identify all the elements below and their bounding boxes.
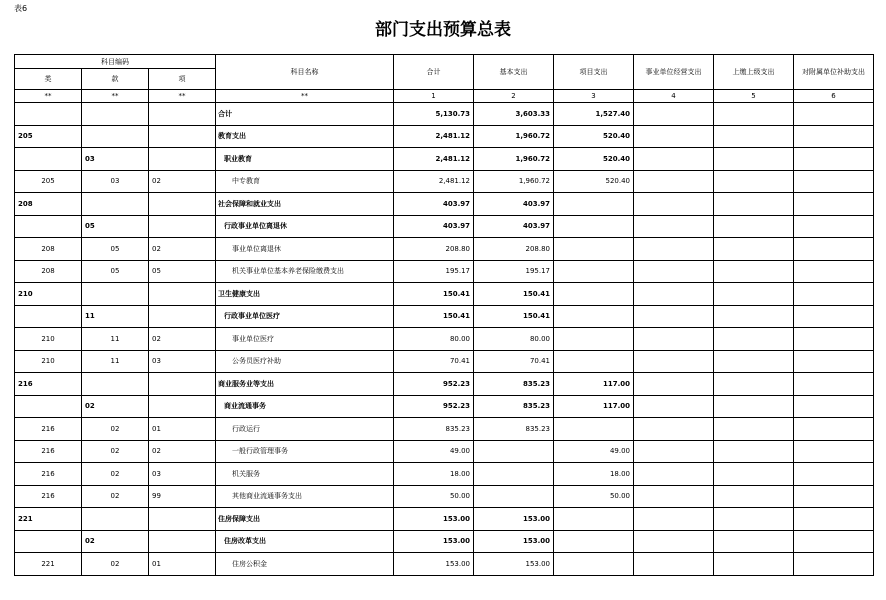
cell-name: 职业教育	[216, 148, 394, 171]
cell-name: 机关服务	[216, 463, 394, 486]
cell-basic: 150.41	[474, 305, 554, 328]
table-row	[15, 485, 874, 508]
upper-header: 上缴上级支出	[714, 55, 794, 90]
table-row	[15, 215, 874, 238]
cell-name: 商业流通事务	[216, 395, 394, 418]
cell-xiang: 02	[149, 440, 216, 463]
cell-basic: 403.97	[474, 215, 554, 238]
cell-basic: 1,960.72	[474, 125, 554, 148]
cell-name: 商业服务业等支出	[216, 373, 394, 396]
cell-kuan	[82, 373, 149, 396]
cell-lei: 205	[15, 125, 82, 148]
cell-total: 153.00	[394, 508, 474, 531]
cell-basic: 208.80	[474, 238, 554, 261]
cell-project: 50.00	[554, 485, 634, 508]
table-row	[15, 350, 874, 373]
cell-total: 50.00	[394, 485, 474, 508]
cell-total: 150.41	[394, 283, 474, 306]
cell-enterprise	[634, 463, 714, 486]
cell-total: 70.41	[394, 350, 474, 373]
cell-subsidy	[794, 305, 874, 328]
cell-basic: 153.00	[474, 508, 554, 531]
mark-c5: 5	[714, 90, 794, 103]
cell-lei: 210	[15, 350, 82, 373]
cell-total: 835.23	[394, 418, 474, 441]
cell-project	[554, 193, 634, 216]
cell-xiang: 03	[149, 463, 216, 486]
cell-xiang: 01	[149, 418, 216, 441]
cell-basic: 70.41	[474, 350, 554, 373]
cell-kuan: 05	[82, 238, 149, 261]
cell-subsidy	[794, 125, 874, 148]
cell-enterprise	[634, 148, 714, 171]
cell-total: 2,481.12	[394, 125, 474, 148]
table-row	[15, 103, 874, 126]
cell-enterprise	[634, 508, 714, 531]
cell-subsidy	[794, 485, 874, 508]
cell-xiang	[149, 193, 216, 216]
cell-basic	[474, 463, 554, 486]
cell-xiang	[149, 283, 216, 306]
cell-xiang	[149, 125, 216, 148]
cell-upper	[714, 418, 794, 441]
cell-lei: 221	[15, 553, 82, 576]
cell-subsidy	[794, 260, 874, 283]
cell-upper	[714, 215, 794, 238]
mark-kuan: **	[82, 90, 149, 103]
cell-total: 49.00	[394, 440, 474, 463]
cell-subsidy	[794, 170, 874, 193]
cell-upper	[714, 350, 794, 373]
cell-name: 教育支出	[216, 125, 394, 148]
cell-kuan: 11	[82, 350, 149, 373]
cell-project: 49.00	[554, 440, 634, 463]
cell-name: 机关事业单位基本养老保险缴费支出	[216, 260, 394, 283]
cell-total: 208.80	[394, 238, 474, 261]
cell-enterprise	[634, 260, 714, 283]
table-row	[15, 148, 874, 171]
cell-basic	[474, 440, 554, 463]
cell-kuan: 02	[82, 553, 149, 576]
cell-name: 住房保障支出	[216, 508, 394, 531]
cell-enterprise	[634, 125, 714, 148]
cell-upper	[714, 395, 794, 418]
cell-total: 952.23	[394, 373, 474, 396]
cell-subsidy	[794, 530, 874, 553]
cell-enterprise	[634, 440, 714, 463]
cell-xiang	[149, 508, 216, 531]
mark-xiang: **	[149, 90, 216, 103]
cell-upper	[714, 103, 794, 126]
cell-xiang: 03	[149, 350, 216, 373]
cell-basic: 153.00	[474, 530, 554, 553]
cell-kuan: 03	[82, 148, 149, 171]
cell-subsidy	[794, 418, 874, 441]
cell-enterprise	[634, 395, 714, 418]
cell-xiang: 05	[149, 260, 216, 283]
cell-lei	[15, 305, 82, 328]
cell-xiang: 02	[149, 170, 216, 193]
cell-upper	[714, 260, 794, 283]
cell-lei: 208	[15, 193, 82, 216]
table-row	[15, 418, 874, 441]
cell-basic: 153.00	[474, 553, 554, 576]
cell-upper	[714, 440, 794, 463]
code-group-header: 科目编码	[15, 55, 216, 69]
cell-lei: 210	[15, 283, 82, 306]
cell-enterprise	[634, 328, 714, 351]
cell-name: 事业单位离退休	[216, 238, 394, 261]
cell-lei: 216	[15, 373, 82, 396]
basic-header: 基本支出	[474, 55, 554, 90]
cell-project	[554, 328, 634, 351]
cell-project: 520.40	[554, 148, 634, 171]
cell-upper	[714, 328, 794, 351]
cell-total: 195.17	[394, 260, 474, 283]
cell-basic: 195.17	[474, 260, 554, 283]
table-row	[15, 305, 874, 328]
cell-total: 80.00	[394, 328, 474, 351]
cell-project	[554, 305, 634, 328]
cell-lei: 205	[15, 170, 82, 193]
cell-name: 卫生健康支出	[216, 283, 394, 306]
cell-name: 合计	[216, 103, 394, 126]
cell-kuan: 02	[82, 395, 149, 418]
cell-subsidy	[794, 440, 874, 463]
cell-kuan: 05	[82, 260, 149, 283]
cell-subsidy	[794, 373, 874, 396]
cell-kuan	[82, 125, 149, 148]
cell-lei: 208	[15, 238, 82, 261]
cell-subsidy	[794, 350, 874, 373]
cell-project	[554, 418, 634, 441]
cell-basic: 835.23	[474, 418, 554, 441]
cell-upper	[714, 553, 794, 576]
cell-lei: 210	[15, 328, 82, 351]
cell-name: 其他商业流通事务支出	[216, 485, 394, 508]
cell-basic: 835.23	[474, 395, 554, 418]
cell-lei	[15, 103, 82, 126]
cell-enterprise	[634, 485, 714, 508]
header-row-1	[15, 55, 874, 69]
page-title: 部门支出预算总表	[375, 20, 511, 40]
cell-name: 住房公积金	[216, 553, 394, 576]
cell-enterprise	[634, 305, 714, 328]
cell-upper	[714, 485, 794, 508]
xiang-header: 项	[149, 69, 216, 90]
cell-name: 行政事业单位医疗	[216, 305, 394, 328]
cell-kuan: 02	[82, 463, 149, 486]
cell-upper	[714, 305, 794, 328]
cell-basic: 3,603.33	[474, 103, 554, 126]
cell-kuan	[82, 283, 149, 306]
cell-subsidy	[794, 395, 874, 418]
cell-subsidy	[794, 193, 874, 216]
cell-project	[554, 530, 634, 553]
cell-project: 18.00	[554, 463, 634, 486]
cell-basic: 835.23	[474, 373, 554, 396]
cell-upper	[714, 125, 794, 148]
cell-enterprise	[634, 238, 714, 261]
cell-lei	[15, 215, 82, 238]
enterprise-header: 事业单位经营支出	[634, 55, 714, 90]
subsidy-header: 对附属单位补助支出	[794, 55, 874, 90]
cell-xiang	[149, 103, 216, 126]
cell-enterprise	[634, 530, 714, 553]
cell-xiang: 01	[149, 553, 216, 576]
cell-total: 2,481.12	[394, 170, 474, 193]
table-row	[15, 260, 874, 283]
total-header: 合计	[394, 55, 474, 90]
cell-enterprise	[634, 418, 714, 441]
cell-total: 952.23	[394, 395, 474, 418]
table-row	[15, 530, 874, 553]
cell-xiang	[149, 530, 216, 553]
cell-kuan: 11	[82, 305, 149, 328]
cell-xiang	[149, 305, 216, 328]
cell-basic: 80.00	[474, 328, 554, 351]
cell-kuan: 03	[82, 170, 149, 193]
header-row-3	[15, 90, 874, 103]
cell-name: 行政事业单位离退休	[216, 215, 394, 238]
cell-total: 5,130.73	[394, 103, 474, 126]
cell-name: 中专教育	[216, 170, 394, 193]
cell-project	[554, 215, 634, 238]
cell-kuan: 02	[82, 485, 149, 508]
cell-kuan: 02	[82, 418, 149, 441]
cell-name: 公务员医疗补助	[216, 350, 394, 373]
cell-xiang	[149, 148, 216, 171]
cell-subsidy	[794, 148, 874, 171]
cell-xiang	[149, 373, 216, 396]
cell-subsidy	[794, 103, 874, 126]
cell-lei: 216	[15, 463, 82, 486]
cell-lei	[15, 148, 82, 171]
cell-kuan: 02	[82, 440, 149, 463]
cell-upper	[714, 283, 794, 306]
cell-kuan: 11	[82, 328, 149, 351]
table-row	[15, 440, 874, 463]
cell-basic: 1,960.72	[474, 148, 554, 171]
mark-c6: 6	[794, 90, 874, 103]
cell-upper	[714, 170, 794, 193]
mark-c4: 4	[634, 90, 714, 103]
cell-xiang: 02	[149, 238, 216, 261]
cell-enterprise	[634, 103, 714, 126]
cell-kuan	[82, 193, 149, 216]
cell-lei: 216	[15, 440, 82, 463]
kuan-header: 款	[82, 69, 149, 90]
cell-upper	[714, 148, 794, 171]
table-row	[15, 553, 874, 576]
cell-total: 18.00	[394, 463, 474, 486]
cell-project	[554, 283, 634, 306]
project-header: 项目支出	[554, 55, 634, 90]
cell-project: 520.40	[554, 170, 634, 193]
cell-total: 403.97	[394, 215, 474, 238]
cell-kuan	[82, 103, 149, 126]
cell-basic: 403.97	[474, 193, 554, 216]
cell-total: 403.97	[394, 193, 474, 216]
lei-header: 类	[15, 69, 82, 90]
cell-name: 住房改革支出	[216, 530, 394, 553]
cell-enterprise	[634, 553, 714, 576]
cell-lei: 208	[15, 260, 82, 283]
cell-xiang	[149, 215, 216, 238]
cell-upper	[714, 508, 794, 531]
cell-upper	[714, 373, 794, 396]
cell-upper	[714, 238, 794, 261]
cell-lei: 216	[15, 418, 82, 441]
mark-c3: 3	[554, 90, 634, 103]
cell-subsidy	[794, 328, 874, 351]
cell-project: 117.00	[554, 395, 634, 418]
cell-basic	[474, 485, 554, 508]
cell-lei	[15, 530, 82, 553]
cell-project: 1,527.40	[554, 103, 634, 126]
table-number: 表6	[14, 4, 28, 13]
table-row	[15, 395, 874, 418]
cell-subsidy	[794, 463, 874, 486]
cell-xiang: 02	[149, 328, 216, 351]
cell-kuan: 05	[82, 215, 149, 238]
cell-project: 520.40	[554, 125, 634, 148]
cell-project	[554, 260, 634, 283]
cell-enterprise	[634, 215, 714, 238]
cell-total: 153.00	[394, 553, 474, 576]
cell-subsidy	[794, 238, 874, 261]
cell-lei: 221	[15, 508, 82, 531]
table-row	[15, 125, 874, 148]
cell-subsidy	[794, 553, 874, 576]
budget-table	[14, 54, 874, 576]
cell-basic: 150.41	[474, 283, 554, 306]
cell-project	[554, 350, 634, 373]
cell-project: 117.00	[554, 373, 634, 396]
cell-name: 事业单位医疗	[216, 328, 394, 351]
cell-lei: 216	[15, 485, 82, 508]
cell-project	[554, 238, 634, 261]
table-row	[15, 328, 874, 351]
cell-enterprise	[634, 350, 714, 373]
cell-basic: 1,960.72	[474, 170, 554, 193]
cell-total: 150.41	[394, 305, 474, 328]
cell-enterprise	[634, 283, 714, 306]
cell-upper	[714, 530, 794, 553]
cell-kuan	[82, 508, 149, 531]
mark-c1: 1	[394, 90, 474, 103]
table-row	[15, 193, 874, 216]
mark-c2: 2	[474, 90, 554, 103]
cell-enterprise	[634, 170, 714, 193]
name-header: 科目名称	[216, 55, 394, 90]
table-row	[15, 463, 874, 486]
cell-name: 社会保障和就业支出	[216, 193, 394, 216]
cell-project	[554, 508, 634, 531]
table-row	[15, 238, 874, 261]
cell-total: 153.00	[394, 530, 474, 553]
table-body	[15, 103, 874, 576]
cell-project	[554, 553, 634, 576]
cell-enterprise	[634, 373, 714, 396]
cell-total: 2,481.12	[394, 148, 474, 171]
mark-lei: **	[15, 90, 82, 103]
cell-lei	[15, 395, 82, 418]
cell-subsidy	[794, 283, 874, 306]
cell-xiang	[149, 395, 216, 418]
cell-kuan: 02	[82, 530, 149, 553]
table-row	[15, 373, 874, 396]
table-row	[15, 283, 874, 306]
cell-subsidy	[794, 508, 874, 531]
cell-name: 行政运行	[216, 418, 394, 441]
cell-upper	[714, 193, 794, 216]
table-row	[15, 170, 874, 193]
table-row	[15, 508, 874, 531]
cell-xiang: 99	[149, 485, 216, 508]
cell-subsidy	[794, 215, 874, 238]
cell-name: 一般行政管理事务	[216, 440, 394, 463]
cell-enterprise	[634, 193, 714, 216]
mark-name: **	[216, 90, 394, 103]
cell-upper	[714, 463, 794, 486]
